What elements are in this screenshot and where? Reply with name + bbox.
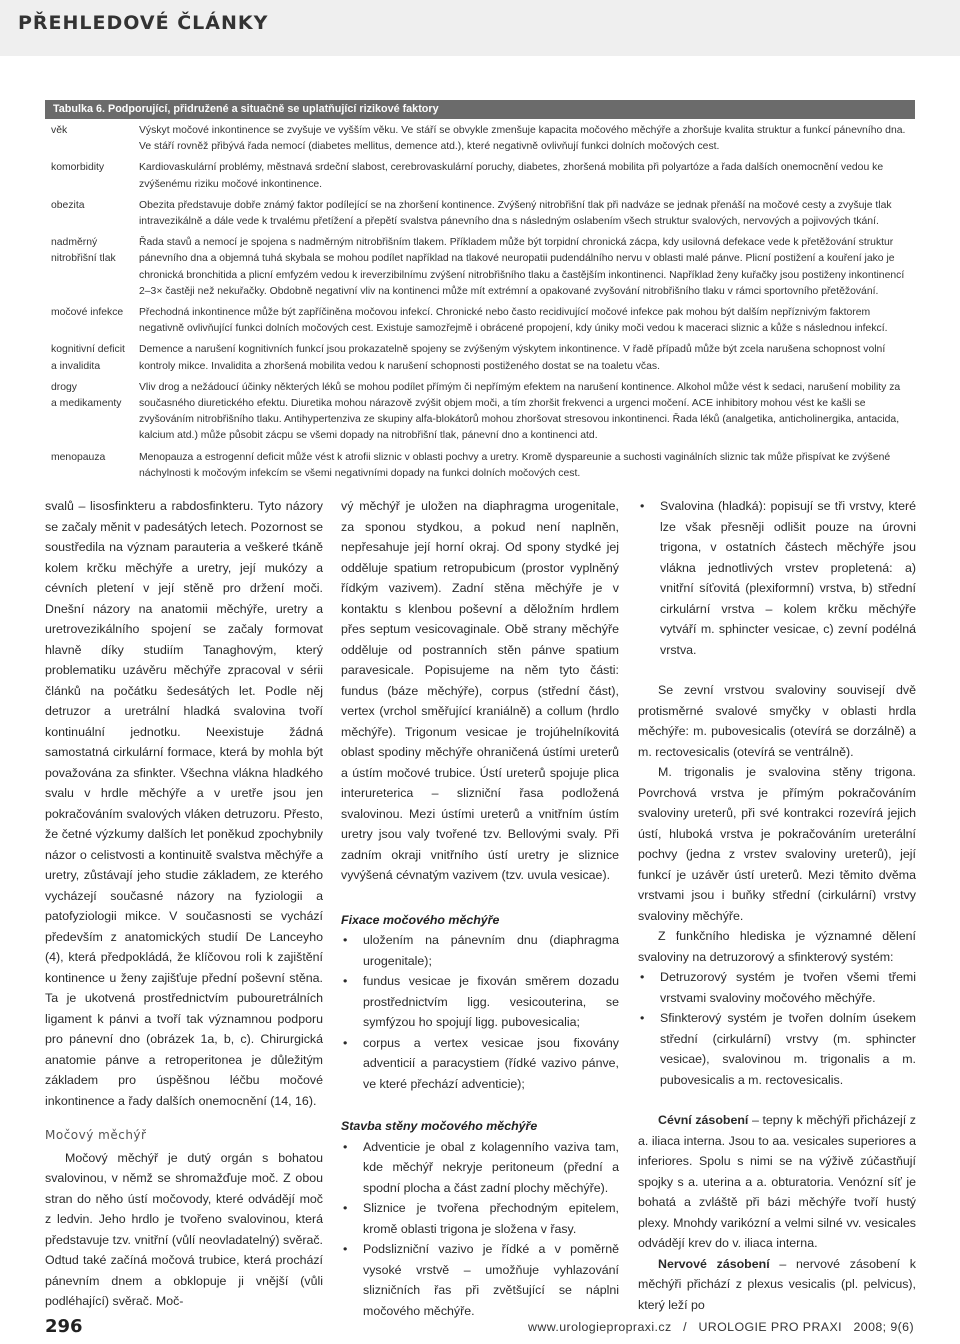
factor-label: menopauza — [51, 451, 106, 463]
paragraph: Močový měchýř je dutý orgán s bohatou svalovinou, v němž se shromažďuje moč. Z obou stran do něho ústí močovody, které odvádějí moč z ledvin. Jeho hrdlo je tvořeno svalovinou, která představuje tzv. vnitřní (vůlí neovladatelný) svěrač. Odtud také začíná močová trubice, která prochází pánevním dnem a obklopuje ji vnější (vůli podléhající) svěrač. Moč- — [45, 1150, 323, 1308]
page-header — [0, 0, 960, 56]
list-item: • uložením na pánevním dnu (diaphragma urogenitale); — [341, 930, 619, 971]
paragraph: M. trigonalis je svalovina stěny trigona. Povrchová vrstva je přímým pokračováním svaloviny ureterů, při své kontrakci rozevírá jejich ústí, hluboká vrstva je pokračováním ureterální pochvy (jedna z vrstev svaloviny ureterů), její funkcí je uzávěr ústí ureterů. Mezi těmito dvěma vrstvami jsou i buňky střední (cirkulární) vrstvy svaloviny měchýře. — [638, 765, 916, 923]
factor-description: Obezita představuje dobře známý faktor podílející se na zhoršení kontinence. Zvýšený nitrobřišní tlak při nadváze se jednak přenáší na močové cesty a zvyšuje tlak intravezikálně a dále vede k trvalému přetížení a přepětí svalstva pánevního dna s následným oslabením všech struktur svalových, nervových a pojivových tkání. — [139, 199, 892, 228]
paragraph: svalů – lisosfinkteru a rabdosfinkteru. Tyto názory se začaly měnit v padesátých letech. Pozornost se soustředila na význam parauteria a veškeré tkáně kolem krčku měchýře a uretry, její mukózy a cévních pletení v její stěně pro držení moči. Dnešní názory na anatomii měchýře, uretry a uretrovezikálního spojení se začaly formovat hlavně díky studiím Tanaghovým, který problematiku uzávěru měchýře zpracoval v sérii článků na počátku šedesátých let. Podle něj detruzor a uretrální hladká svalovina tvoří kontinuální jednotku. Neexistuje žádná samostatná cirkulární formace, která by mohla být považována za sfinkter. Všechna vlákna hladkého svalu v hrdle měchýře a v uretře jsou jen pokračováním svalových vláken detruzoru. Přesto, že četné výzkumy dalších let poněkud zpochybnily názor o celistvosti a kontinuitě svalstva měchýře a uretry, zůstávají jeho studie základem, ze kterého vycházejí současné názory na fyziologii a patofyziologii mikce. V současnosti se vychází především z anatomických studií De Lanceyho (4), která předpokládá, že klíčovou roli k zajištění kontinence u ženy zajišťuje přední poševní stěna. Ta je ukotvená prostřednictvím pubouretrálních ligament k pánvi a tvoří tak významnou podporu pro pánevní dno (obrázek 1a, b, c). Chirurgická anatomie pánve a retroperitonea je důležitým základem pro úspěšnou léčbu močové inkontinence a řady dalších onemocnění (14, 16). — [45, 499, 323, 1108]
table-row — [45, 235, 915, 300]
paragraph-lead: Cévní zásobení — [658, 1113, 749, 1127]
list-item: • fundus vesicae je fixován směrem dozadu prostřednictvím ligg. vesicouterina, se symfýzou ho spojují ligg. pubovesicalia; — [341, 971, 619, 1033]
list-item: • Sliznice je tvořena přechodným epitelem, kromě oblasti trigona je složena v řasy. — [341, 1198, 619, 1239]
list-item: • Svalovina (hladká): popisují se tři vrstvy, které lze však přesněji odlišit pouze na úrovni trigona, v ostatních částech měchýře jsou vlákna jednotlivých vrstev propletená: a) vnitřní síťovitá (plexiformní) vrstva, b) střední cirkulární vrstva – kolem krčku měchýře vytváří m. sphincter vesicae, c) zevní podélná vrstva. — [638, 496, 916, 660]
factor-description: Demence a narušení kognitivních funkcí jsou prokazatelně spojeny se zvýšeným výskytem inkontinence. V řadě případů může být zcela narušena schopnost volní kontroly mikce. Invalidita a zhoršená mobilita vedou k narušení schopnosti postiženého dostat se na toaletu včas. — [139, 344, 886, 372]
table-row — [45, 160, 915, 192]
footer-separator: / — [683, 1320, 687, 1334]
list-item: • Adventicie je obal z kolagenního vaziva tam, kde měchýř nekryje peritoneum (přední a spodní plocha a část zadní plochy měchýře). — [341, 1137, 619, 1199]
section-heading: Stavba stěny močového měchýře — [341, 1119, 538, 1133]
table-row — [45, 380, 915, 445]
table-row — [45, 123, 915, 155]
column-middle — [341, 496, 619, 1321]
column-right — [638, 496, 916, 1315]
risk-factors-table — [45, 100, 915, 482]
table-title: Tabulka 6. Podporující, přidružené a situačně se uplatňující rizikové faktory — [45, 100, 915, 119]
list-item: • corpus a vertex vesicae jsou fixovány adventicií a paracystiem (řídké vazivo pánve, ve které přechází adventicie); — [341, 1033, 619, 1095]
factor-description: Řada stavů a nemocí je spojena s nadměrným nitrobřišním tlakem. Příkladem může být torpidní chronická zácpa, kdy usilovná defekace vede k přetěžování struktur pánevního dna a objemná tuhá skybala se mohou podílet například na tlakové neuropatii pudendálního nervu v oblasti malé pánve. Plicní postižení a kouření jako je chronická bronchitida a plicní emfyzém vedou k ireverzibilnímu zvýšení nitrobřišního tlaku a častějším inkontinenci. Například ženy kuřačky jsou postiženy inkontinencí 2–3× častěji než nekuřačky. Obdobně negativní vliv na kontinenci může mít extrémní a opakované zvyšování nitrobřišního tlaku v rámci sportovního přetěžování. — [139, 237, 905, 297]
page-footer — [0, 1310, 960, 1344]
section-heading: Fixace močového měchýře — [341, 912, 500, 927]
factor-label: močové infekce — [51, 307, 124, 319]
factor-description: Přechodná inkontinence může být zapříčiněna močovou infekcí. Chronické nebo často recidivující močové infekce pak mohou být dalším nepříznivým faktorem negativně ovlivňující funkci dolních močových cest. Existuje samozřejmě i obrácené propojení, kdy úniky moči vedou k maceraci sliznic a kůže s následnou infekcí. — [139, 307, 888, 335]
factor-description: Menopauza a estrogenní deficit může vést k atrofii sliznic v oblasti pochvy a uretry. Kromě dyspareunie a suchosti vaginálních sliznic tak může přispívat ke zvýšené náchylnosti k močovým infekcím se všemi negativními dopady na funkci dolních močových cest. — [139, 451, 891, 479]
journal-issue: 2008; 9(6) — [853, 1320, 914, 1334]
factor-label: kognitivní deficit a invalidita — [51, 344, 125, 372]
paragraph: Z funkčního hlediska je významné dělení svaloviny na detruzorový a sfinkterový systém: — [638, 929, 916, 964]
bullet-list — [341, 930, 619, 1094]
table-row — [45, 342, 915, 374]
page-number: 296 — [45, 1316, 83, 1337]
section-heading: Močový měchýř — [45, 1128, 147, 1142]
paragraph: vý měchýř je uložen na diaphragma urogenitale, za sponou stydkou, a pokud není naplněn, nepřesahuje její horní okraj. Od spony stydké jej odděluje spatium retropubicum (prostor vyplněný řídkým vazivem). Zadní stěna měchýře je v kontaktu s klenbou poševní a děložním hrdlem přes septum vesicovaginale. Obě strany měchýře odděluje od postranních stěn pánve spatium paravesicale. Popisujeme na něm tyto části: fundus (báze měchýře), corpus (střední část), vertex (vrchol směřující kraniálně) a collum (hrdlo měchýře). Trigonum vesicae je trojúhelníkovitá oblast spodiny měchýře ohraničená ústími ureterů a ústím močové trubice. Ústí ureterů spojuje plica interureterica – slizniční řasa podložená svalovinou. Mezi ústími ureterů a vnitřním ústím uretry jsou valy tvořené tzv. Bellovými svaly. Při zadním okraji vnitřního ústí uretry je sliznice vyvýšená cévnatým vazivem (tzv. uvula vesicae). — [341, 499, 619, 882]
list-item: • Sfinkterový systém je tvořen dolním úsekem střední (cirkulární) vrstvy (m. sphincter vesicae), svalovinou m. trigonalis a m. pubovesicalis a m. rectovesicalis. — [638, 1008, 916, 1090]
factor-label: věk — [51, 125, 68, 136]
column-left — [45, 496, 323, 1312]
table-row — [45, 305, 915, 337]
bullet-list — [638, 496, 916, 660]
list-item: • Podslizniční vazivo je řídké a v poměrně vysoké vrstvě – umožňuje vyhlazování slizničních řas při zvětšující se náplni močového měchýře. — [341, 1239, 619, 1321]
list-item: • Detruzorový systém je tvořen všemi třemi vrstvami svaloviny močového měchýře. — [638, 967, 916, 1008]
journal-name: UROLOGIE PRO PRAXI — [698, 1320, 842, 1334]
paragraph: Se zevní vrstvou svaloviny souvisejí dvě protisměrné svalové smyčky v oblasti hrdla měchýře: m. pubovesicalis (otevírá se dorzálně) a m. rectovesicalis (otevírá se ventrálně). — [638, 683, 916, 759]
footer-citation — [528, 1320, 914, 1334]
section-title: PŘEHLEDOVÉ ČLÁNKY — [18, 12, 269, 34]
paragraph-text: – nervové zásobení k měchýři přichází z plexus vesicalis (pl. pelvicus), který leží po — [638, 1256, 916, 1312]
factor-description: Výskyt močové inkontinence se zvyšuje ve vyšším věku. Ve stáří se obvykle zmenšuje kapacita močového měchýře a zhoršuje kvalita struktur a funkcí pánevního dna. Ve stáří rovněž přibývá řada nemocí (diabetes mellitus, demence atd.), které negativně ovlivňují funkci dolních močových cest. — [139, 125, 906, 153]
journal-website: www.urologiepropraxi.cz — [528, 1320, 672, 1334]
table-row — [45, 198, 915, 230]
factor-description: Vliv drog a nežádoucí účinky některých léků se mohou podílet přímým či nepřímým efektem na narušení kontinence. Alkohol může vést k sedaci, narušení mobility za současného diuretického efektu. Diuretika mohou nárazově zvýšit objem moči, a tím zhoršit frekvenci a urgenci močení. ACE inhibitory mohou vést ke kašli se zvyšováním nitrobřišního tlaku. Antihypertenziva ze skupiny alfa-blokátorů mohou zhoršovat stresovou inkontinenci. Řada léků (analgetika, anticholinergika, antacida, kalcium atd.) může působit zácpu se všemi dopady na nitrobřišní tlak, pánevní dno a kontinenci atd. — [139, 381, 901, 442]
bullet-list — [638, 967, 916, 1090]
paragraph-lead: Nervové zásobení — [658, 1256, 770, 1271]
paragraph-text: – tepny k měchýři přicházejí z a. iliaca interna. Jsou to aa. vesicales superiores a inferiores. Spolu s nimi se na výživě zúčastňují spojky s a. uterina a a. obturatoria. Venózní síť je bohatá a zvláště při bázi měchýře tvoří hustý plexy. Mnohdy varikózní a velmi silné vv. vesicales odvádějí krev do v. iliaca interna. — [638, 1113, 917, 1250]
paragraph — [638, 1110, 916, 1254]
factor-label: obezita — [51, 199, 85, 211]
paragraph — [638, 1254, 916, 1316]
factor-label: drogy a medikamenty — [51, 381, 122, 410]
factor-description: Kardiovaskulární problémy, městnavá srdeční slabost, cerebrovaskulární poruchy, diabetes, zhoršená mobilita při polyartóze a řada dalších onemocnění vedou ke zvýšenému riziku močové inkontinence. — [139, 162, 884, 190]
factor-label: komorbidity — [51, 162, 105, 174]
table-row — [45, 450, 915, 482]
factor-label: nadměrný nitrobřišní tlak — [51, 237, 116, 265]
bullet-list — [341, 1137, 619, 1322]
